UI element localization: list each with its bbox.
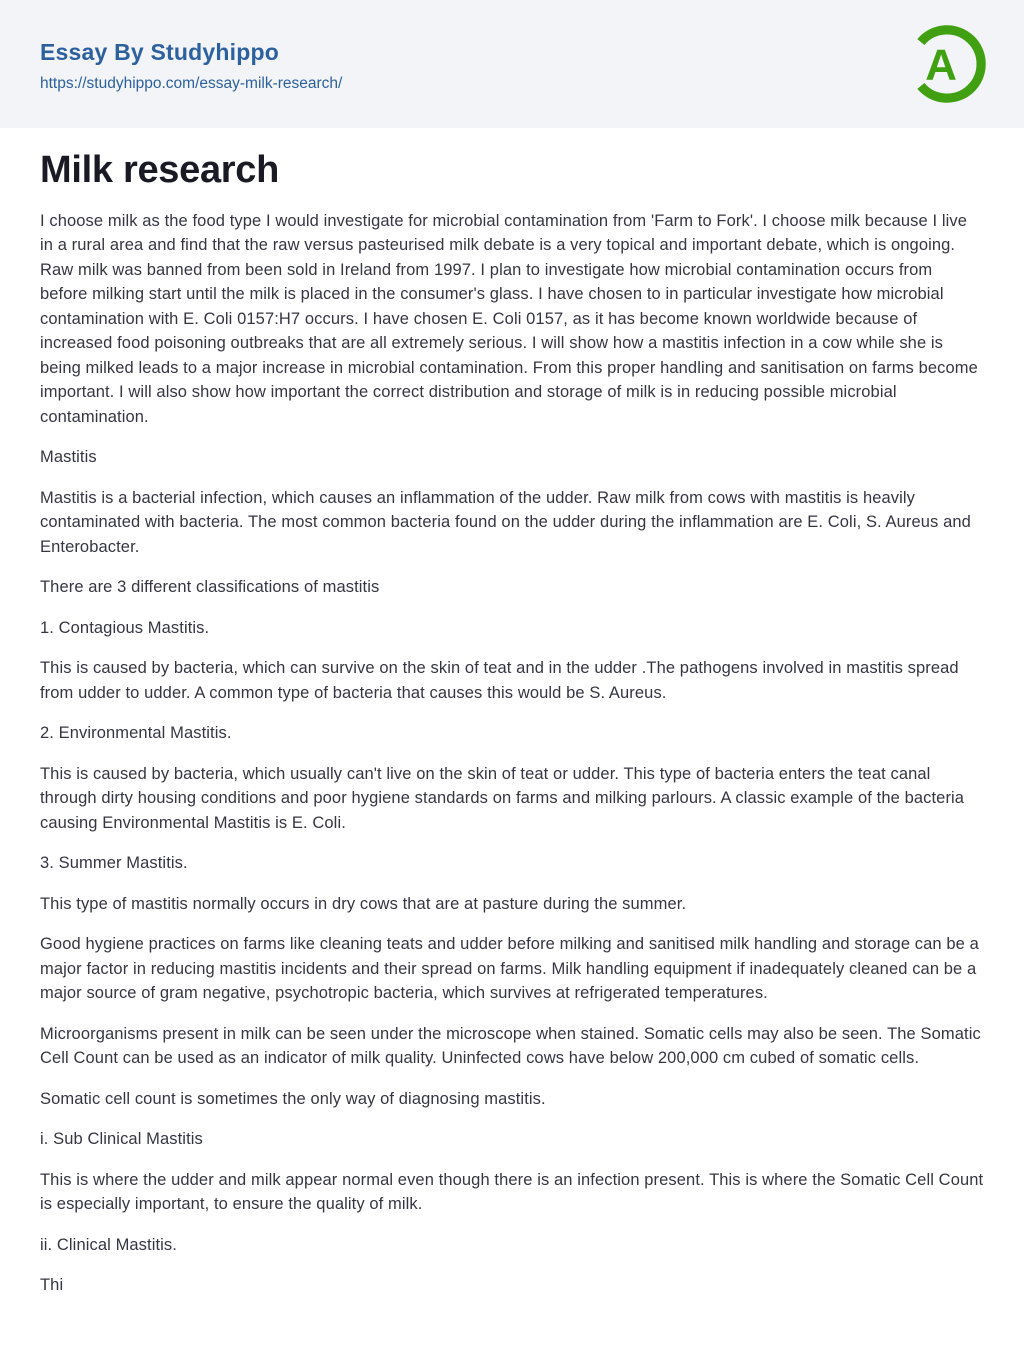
essay-paragraph: Somatic cell count is sometimes the only way of diagnosing mastitis. xyxy=(40,1089,546,1108)
essay-paragraph: This type of mastitis normally occurs in dry cows that are at pasture during the summer. xyxy=(40,894,687,913)
essay-paragraph: 3. Summer Mastitis. xyxy=(40,854,188,873)
logo-arc-icon xyxy=(908,25,986,103)
logo-letter: A xyxy=(925,40,957,90)
essay-paragraph: i. Sub Clinical Mastitis xyxy=(40,1130,203,1149)
essay-paragraph: This is where the udder and milk appear normal even though there is an infection present. This is where the Somatic Cell Count is especially important, to ensure the quality of milk. xyxy=(40,1170,984,1214)
essay-paragraph: I choose milk as the food type I would investigate for microbial contamination from 'Farm to Fork'. I choose milk because I live in a rural area and find that the raw versus pasteurised milk debate is a very topical and important debate, which is ongoing. Raw milk was banned from been sold in Ireland from 1997. I plan to investigate how microbial contamination occurs from before milking start until the milk is placed in the consumer's glass. I have chosen to in particular investigate how microbial contamination with E. Coli 0157:H7 occurs. I have chosen E. Coli 0157, as it has become known worldwide because of increased food poisoning outbreaks that are all extremely serious. I will show how a mastitis infection in a cow while she is being milked leads to a major increase in microbial contamination. From this proper handling and sanitisation on farms become important. I will also show how important the correct distribution and storage of milk is in reducing possible microbial contamination. xyxy=(40,211,978,426)
essay-paragraph: This is caused by bacteria, which usually can't live on the skin of teat or udder. This type of bacteria enters the teat canal through dirty housing conditions and poor hygiene standards on farms and milking parlours. A classic example of the bacteria causing Environmental Mastitis is E. Coli. xyxy=(40,764,965,832)
essay-content xyxy=(0,128,1024,1298)
essay-paragraph: 2. Environmental Mastitis. xyxy=(40,724,232,743)
essay-paragraph: This is caused by bacteria, which can survive on the skin of teat and in the udder .The pathogens involved in mastitis spread from udder to udder. A common type of bacteria that causes this would be S. Aureus. xyxy=(40,659,959,702)
header-text-block xyxy=(40,36,342,91)
site-title: Essay By Studyhippo xyxy=(40,39,279,66)
essay-paragraph: Microorganisms present in milk can be seen under the microscope when stained. Somatic cells may also be seen. The Somatic Cell Count can be used as an indicator of milk quality. Uninfected cows have below 200,000 cm cubed of somatic cells. xyxy=(40,1024,981,1068)
essay-title: Milk research xyxy=(40,149,280,191)
essay-paragraph: Mastitis xyxy=(40,448,97,467)
essay-paragraph: 1. Contagious Mastitis. xyxy=(40,618,210,637)
page-header xyxy=(0,0,1024,128)
essay-paragraph: Mastitis is a bacterial infection, which causes an inflammation of the udder. Raw milk from cows with mastitis is heavily contaminated with bacteria. The most common bacteria found on the udder during the inflammation are E. Coli, S. Aureus and Enterobacter. xyxy=(40,488,971,556)
essay-paragraph: Thi xyxy=(40,1276,64,1295)
essay-paragraph: There are 3 different classifications of mastitis xyxy=(40,578,380,597)
essay-paragraph: Good hygiene practices on farms like cleaning teats and udder before milking and sanitised milk handling and storage can be a major factor in reducing mastitis incidents and their spread on farms. Milk handling equipment if inadequately cleaned can be a major source of gram negative, psychotropic bacteria, which survives at refrigerated temperatures. xyxy=(40,935,979,1003)
essay-url-link[interactable]: https://studyhippo.com/essay-milk-research/ xyxy=(40,74,343,92)
studyhippo-logo xyxy=(908,25,986,103)
essay-paragraph: ii. Clinical Mastitis. xyxy=(40,1235,177,1254)
